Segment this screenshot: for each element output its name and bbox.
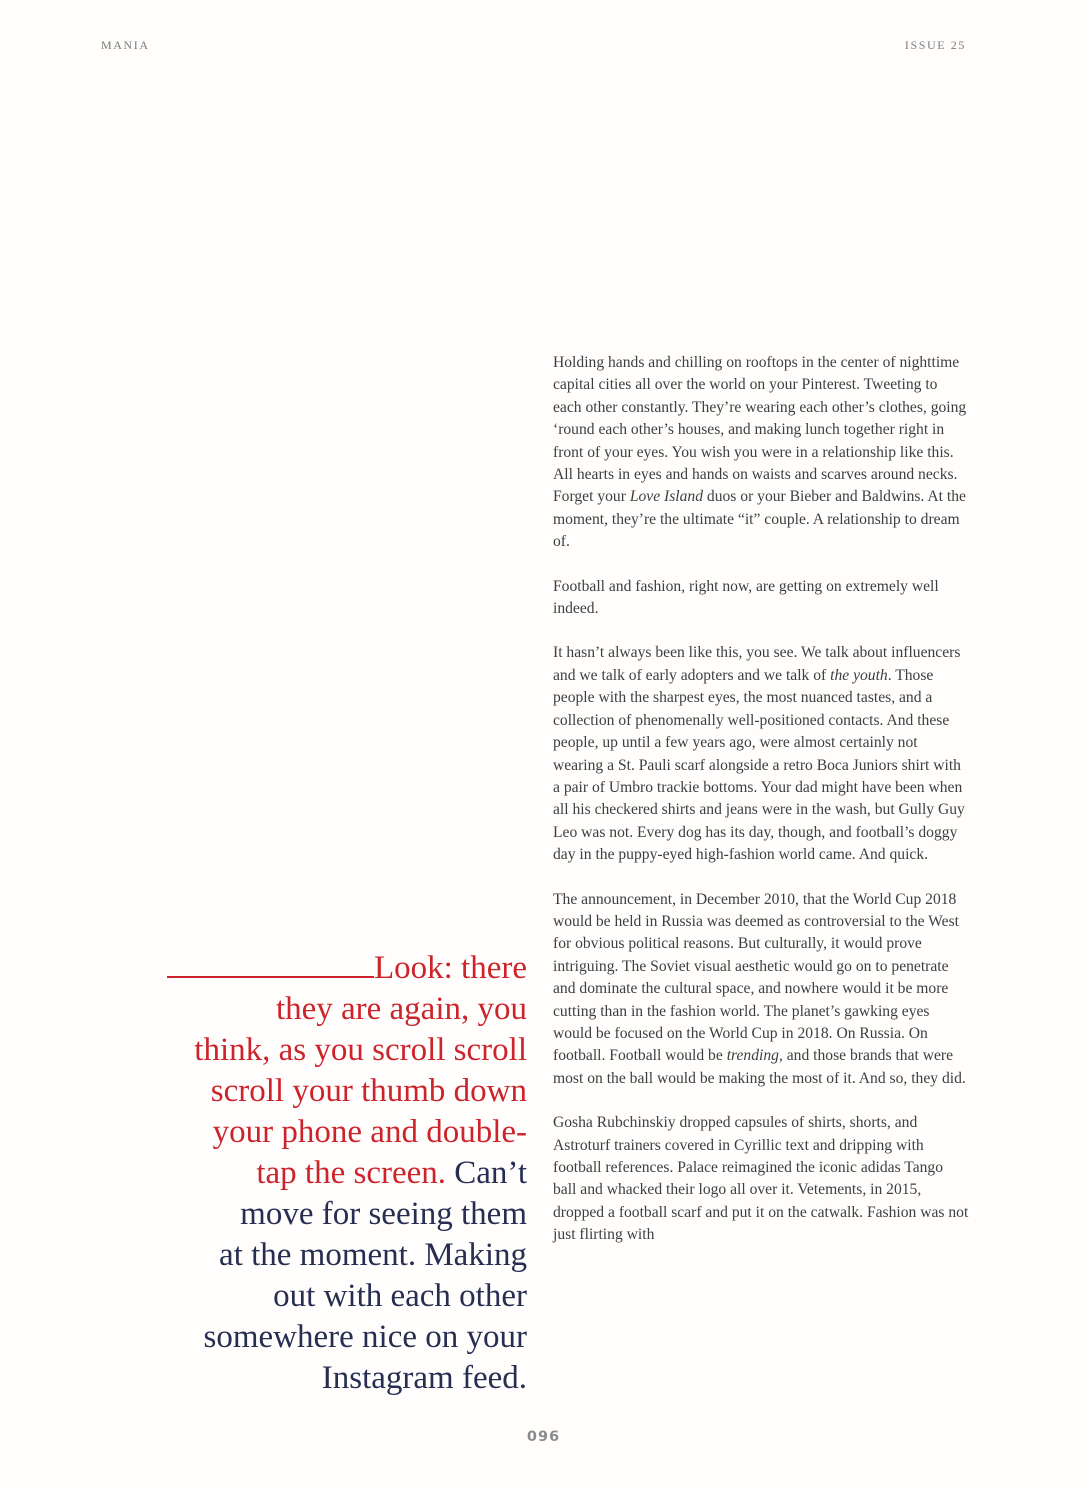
pull-quote-dark-text: move for seeing them — [240, 1196, 527, 1232]
pull-quote-line — [98, 1276, 527, 1317]
pull-quote-dark-text: out with each other — [273, 1278, 527, 1314]
pull-quote-red-text: scroll your thumb down — [210, 1073, 527, 1109]
pull-quote-line — [98, 1071, 527, 1112]
pull-quote-line — [98, 1030, 527, 1071]
page-number: 096 — [526, 1429, 561, 1445]
body-paragraph — [553, 576, 969, 621]
text-run: The announcement, in December 2010, that the World Cup 2018 would be held in Russia was deemed as controversial to the West for obvious political reasons. But culturally, it would prove intriguing. The Soviet visual aesthetic would go on to penetrate and dominate the cultural space, and nowhere would it be more cutting than in the fashion world. The planet’s gawking eyes would be focused on the World Cup in 2018. On Russia. On football. Football would be — [553, 890, 959, 1065]
body-paragraph — [553, 889, 969, 1091]
pull-quote-dark-text: Can’t — [454, 1155, 527, 1191]
text-run: It hasn’t always been like this, you see. We talk about influencers and we talk of early adopters and we talk of — [553, 644, 961, 684]
text-run: duos or your Bieber and Baldwins. At the moment, they’re the ultimate “it” couple. A relationship to dream of. — [553, 488, 966, 551]
page-header — [101, 38, 966, 53]
pull-quote-red-text: your phone and double- — [212, 1114, 527, 1150]
pull-quote-red-text: think, as you scroll scroll — [194, 1032, 527, 1068]
page-footer — [0, 1428, 1087, 1446]
pull-quote-line — [98, 1235, 527, 1276]
pull-quote-red-text: Look: there — [373, 950, 527, 986]
pull-quote-line — [98, 1153, 527, 1194]
italic-run: Love Island — [629, 488, 704, 506]
pull-quote-dark-text: Instagram feed. — [321, 1360, 527, 1396]
text-run: . Those people with the sharpest eyes, the most nuanced tastes, and a collection of phenomenally well-positioned contacts. And these people, up until a few years ago, were almost certainly not wearing a St. Pauli scarf alongside a retro Boca Juniors shirt with a pair of Umbro trackie bottoms. Your dad might have been when all his checkered shirts and jeans were in the wash, but Gully Guy Leo was not. Every dog has its day, though, and football’s doggy day in the puppy-eyed high-fashion world came. And quick. — [553, 666, 965, 864]
issue-label: ISSUE 25 — [904, 38, 966, 52]
text-run: Gosha Rubchinskiy dropped capsules of shirts, shorts, and Astroturf trainers covered in Cyrillic text and dripping with football references. Palace reimagined the iconic adidas Tango ball and whacked their logo all over it. Vetements, in 2015, dropped a football scarf and put it on the catwalk. Fashion was not just flirting with — [553, 1114, 969, 1244]
body-paragraph — [553, 1112, 969, 1246]
body-paragraph — [553, 642, 969, 866]
pull-quote-line — [98, 1358, 527, 1399]
pull-quote-line — [98, 1194, 527, 1235]
text-run: , and those brands that were most on the ball would be making the most of it. And so, they did. — [553, 1047, 966, 1087]
pull-quote — [98, 948, 527, 1399]
pull-quote-dark-text: somewhere nice on your — [203, 1319, 527, 1355]
pull-quote-line — [98, 989, 527, 1030]
italic-run: trending — [726, 1047, 779, 1065]
pull-quote-line — [98, 1317, 527, 1358]
text-run: Football and fashion, right now, are getting on extremely well indeed. — [553, 577, 939, 618]
pull-quote-line — [98, 1112, 527, 1153]
pull-quote-line — [98, 948, 527, 989]
leader-rule — [167, 976, 374, 978]
pull-quote-red-text: tap the screen. — [256, 1155, 455, 1191]
magazine-title: MANIA — [101, 38, 150, 52]
italic-run: the youth — [830, 666, 888, 684]
pull-quote-dark-text: at the moment. Making — [219, 1237, 527, 1273]
text-run: Holding hands and chilling on rooftops in the center of nighttime capital cities all over the world on your Pinterest. Tweeting to each other constantly. They’re wearing each other’s clothes, going ‘round each other’s houses, and making lunch together right in front of your eyes. You wish you were in a relationship like this. All hearts in eyes and hands on waists and scarves around necks. Forget your — [553, 354, 967, 506]
body-paragraph — [553, 352, 969, 554]
article-body — [553, 352, 969, 1269]
pull-quote-red-text: they are again, you — [275, 991, 527, 1027]
